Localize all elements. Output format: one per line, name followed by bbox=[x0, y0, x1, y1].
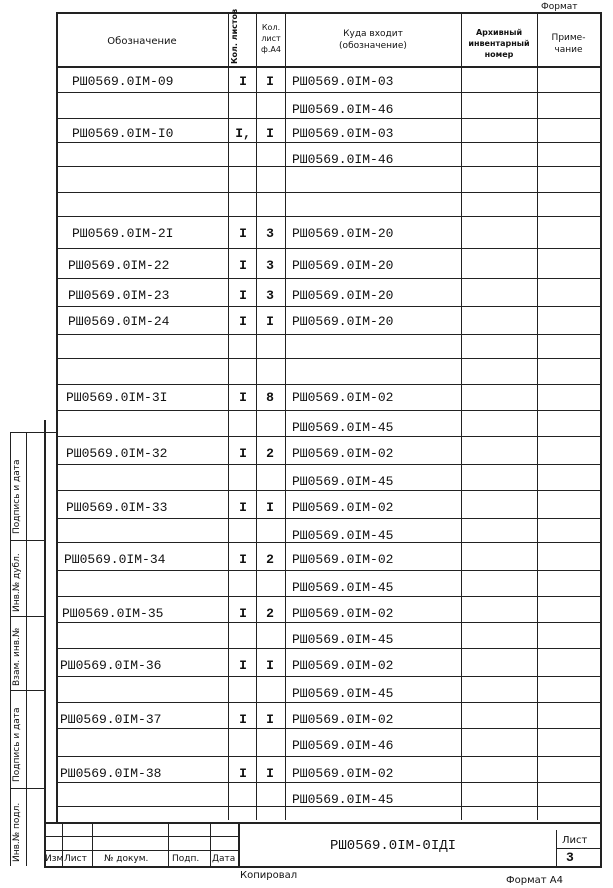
row-line bbox=[56, 596, 602, 597]
row-designation: РШ0569.0IМ-35 bbox=[62, 606, 164, 621]
row-sheets-a4: I bbox=[266, 658, 274, 673]
row-where-used: РШ0569.0IМ-45 bbox=[292, 474, 394, 489]
row-where-used: РШ0569.0IМ-46 bbox=[292, 152, 394, 167]
row-where-used: РШ0569.0IМ-45 bbox=[292, 632, 394, 647]
row-sheets: I bbox=[239, 258, 247, 273]
row-where-used: РШ0569.0IМ-45 bbox=[292, 686, 394, 701]
row-where-used: РШ0569.0IМ-46 bbox=[292, 102, 394, 117]
side-sep-2 bbox=[10, 616, 44, 617]
row-where-used: РШ0569.0IМ-02 bbox=[292, 766, 394, 781]
row-line bbox=[56, 92, 602, 93]
row-where-used: РШ0569.0IМ-20 bbox=[292, 314, 394, 329]
row-sheets-a4: I bbox=[266, 712, 274, 727]
row-where-used: РШ0569.0IМ-02 bbox=[292, 446, 394, 461]
row-where-used: РШ0569.0IМ-45 bbox=[292, 420, 394, 435]
row-line bbox=[56, 518, 602, 519]
side-label-sign-date-1: Подпись и дата bbox=[12, 459, 22, 534]
tb-izm: Изм bbox=[45, 854, 64, 864]
row-sheets: I bbox=[239, 288, 247, 303]
row-designation: РШ0569.0IМ-2I bbox=[72, 226, 174, 241]
row-line bbox=[56, 216, 602, 217]
side-strip-left bbox=[10, 432, 11, 866]
tb-sign: Подп. bbox=[172, 854, 200, 864]
doc-code: РШ0569.0IМ-0IДI bbox=[330, 838, 457, 854]
row-sheets: I bbox=[239, 712, 247, 727]
col-line-2 bbox=[256, 12, 257, 820]
row-sheets-a4: I bbox=[266, 500, 274, 515]
row-where-used: РШ0569.0IМ-20 bbox=[292, 226, 394, 241]
row-line bbox=[56, 570, 602, 571]
row-sheets: I, bbox=[235, 126, 251, 141]
row-sheets-a4: I bbox=[266, 314, 274, 329]
row-where-used: РШ0569.0IМ-02 bbox=[292, 552, 394, 567]
row-line bbox=[56, 334, 602, 335]
sheet-box-mid bbox=[556, 848, 602, 849]
row-line bbox=[56, 410, 602, 411]
frame-right bbox=[600, 12, 602, 868]
row-designation: РШ0569.0IМ-I0 bbox=[72, 126, 174, 141]
side-sep-4 bbox=[10, 788, 44, 789]
row-designation: РШ0569.0IМ-33 bbox=[66, 500, 168, 515]
header-bottom bbox=[56, 66, 602, 68]
row-sheets-a4: 3 bbox=[266, 226, 274, 241]
row-sheets-a4: I bbox=[266, 126, 274, 141]
side-label-orig-inv: Инв.№ подл. bbox=[12, 802, 22, 862]
row-sheets: I bbox=[239, 766, 247, 781]
corner-format-label: Формат bbox=[541, 2, 578, 12]
row-sheets-a4: 3 bbox=[266, 288, 274, 303]
tb-list: Лист bbox=[64, 854, 87, 864]
header-designation: Обозначение bbox=[107, 36, 177, 47]
row-where-used: РШ0569.0IМ-03 bbox=[292, 74, 394, 89]
header-note-1: Приме- bbox=[551, 33, 586, 43]
header-where-1: Куда входит bbox=[343, 29, 403, 39]
title-block-top bbox=[44, 822, 602, 824]
row-designation: РШ0569.0IМ-37 bbox=[60, 712, 162, 727]
side-label-sign-date-2: Подпись и дата bbox=[12, 707, 22, 782]
row-sheets: I bbox=[239, 658, 247, 673]
row-designation: РШ0569.0IМ-3I bbox=[66, 390, 168, 405]
row-sheets-a4: 2 bbox=[266, 446, 274, 461]
header-where-2: (обозначение) bbox=[339, 41, 407, 51]
row-where-used: РШ0569.0IМ-45 bbox=[292, 580, 394, 595]
row-where-used: РШ0569.0IМ-02 bbox=[292, 390, 394, 405]
row-line bbox=[56, 756, 602, 757]
row-line bbox=[56, 622, 602, 623]
row-line bbox=[56, 782, 602, 783]
footer-copied: Копировал bbox=[240, 870, 298, 881]
header-sheets: Кол. листов bbox=[230, 8, 239, 64]
side-strip-mid bbox=[26, 432, 27, 866]
header-archive-2: инвентарный bbox=[468, 39, 530, 48]
side-sep-3 bbox=[10, 690, 44, 691]
col-line-1 bbox=[228, 12, 229, 820]
row-sheets: I bbox=[239, 226, 247, 241]
tb-row-2 bbox=[44, 850, 238, 851]
row-line bbox=[56, 436, 602, 437]
row-where-used: РШ0569.0IМ-02 bbox=[292, 500, 394, 515]
header-archive-3: номер bbox=[484, 50, 514, 59]
row-where-used: РШ0569.0IМ-02 bbox=[292, 712, 394, 727]
header-note-2: чание bbox=[554, 45, 583, 55]
row-where-used: РШ0569.0IМ-45 bbox=[292, 792, 394, 807]
row-line bbox=[56, 490, 602, 491]
row-line bbox=[56, 702, 602, 703]
sheet-label: Лист bbox=[562, 835, 588, 846]
row-designation: РШ0569.0IМ-09 bbox=[72, 74, 174, 89]
tb-row-1 bbox=[44, 836, 238, 837]
col-line-5 bbox=[537, 12, 538, 820]
row-line bbox=[56, 384, 602, 385]
row-line bbox=[56, 648, 602, 649]
row-sheets-a4: 2 bbox=[266, 606, 274, 621]
row-designation: РШ0569.0IМ-23 bbox=[68, 288, 170, 303]
row-where-used: РШ0569.0IМ-46 bbox=[292, 738, 394, 753]
row-sheets: I bbox=[239, 390, 247, 405]
side-sep-1 bbox=[10, 540, 44, 541]
row-sheets: I bbox=[239, 314, 247, 329]
col-line-3 bbox=[285, 12, 286, 820]
footer-format: Формат А4 bbox=[506, 875, 563, 886]
row-where-used: РШ0569.0IМ-02 bbox=[292, 606, 394, 621]
row-sheets: I bbox=[239, 446, 247, 461]
row-designation: РШ0569.0IМ-22 bbox=[68, 258, 170, 273]
row-where-used: РШ0569.0IМ-45 bbox=[292, 528, 394, 543]
side-strip-top bbox=[10, 432, 56, 433]
sheet-number: 3 bbox=[566, 850, 574, 865]
row-designation: РШ0569.0IМ-32 bbox=[66, 446, 168, 461]
header-sheets-a4: Кол. лист ф.А4 bbox=[261, 23, 281, 54]
tb-col-4 bbox=[210, 822, 211, 866]
tb-col-3 bbox=[168, 822, 169, 866]
row-line bbox=[56, 464, 602, 465]
col-line-4 bbox=[461, 12, 462, 820]
row-line bbox=[56, 728, 602, 729]
title-block-divider bbox=[238, 822, 240, 866]
row-sheets-a4: I bbox=[266, 766, 274, 781]
row-sheets: I bbox=[239, 552, 247, 567]
row-line bbox=[56, 142, 602, 143]
side-label-dup-inv: Инв.№ дубл. bbox=[12, 553, 22, 612]
row-line bbox=[56, 358, 602, 359]
row-sheets-a4: I bbox=[266, 74, 274, 89]
header-archive-1: Архивный bbox=[475, 28, 523, 37]
row-sheets: I bbox=[239, 74, 247, 89]
row-where-used: РШ0569.0IМ-02 bbox=[292, 658, 394, 673]
row-line bbox=[56, 248, 602, 249]
row-line bbox=[56, 676, 602, 677]
row-where-used: РШ0569.0IМ-03 bbox=[292, 126, 394, 141]
frame-bottom bbox=[44, 866, 602, 868]
row-sheets: I bbox=[239, 606, 247, 621]
frame-top bbox=[56, 12, 602, 14]
tb-doc: № докум. bbox=[104, 854, 149, 864]
tb-col-2 bbox=[92, 822, 93, 866]
tb-date: Дата bbox=[212, 854, 236, 864]
row-where-used: РШ0569.0IМ-20 bbox=[292, 258, 394, 273]
row-designation: РШ0569.0IМ-38 bbox=[60, 766, 162, 781]
row-line bbox=[56, 306, 602, 307]
row-where-used: РШ0569.0IМ-20 bbox=[292, 288, 394, 303]
row-line bbox=[56, 118, 602, 119]
row-sheets-a4: 8 bbox=[266, 390, 274, 405]
row-designation: РШ0569.0IМ-36 bbox=[60, 658, 162, 673]
row-designation: РШ0569.0IМ-34 bbox=[64, 552, 166, 567]
row-sheets: I bbox=[239, 500, 247, 515]
row-sheets-a4: 2 bbox=[266, 552, 274, 567]
row-sheets-a4: 3 bbox=[266, 258, 274, 273]
frame-left-lower bbox=[44, 420, 46, 866]
row-line bbox=[56, 192, 602, 193]
row-line bbox=[56, 278, 602, 279]
side-label-repl-inv: Взам. инв.№ bbox=[12, 627, 22, 686]
row-designation: РШ0569.0IМ-24 bbox=[68, 314, 170, 329]
